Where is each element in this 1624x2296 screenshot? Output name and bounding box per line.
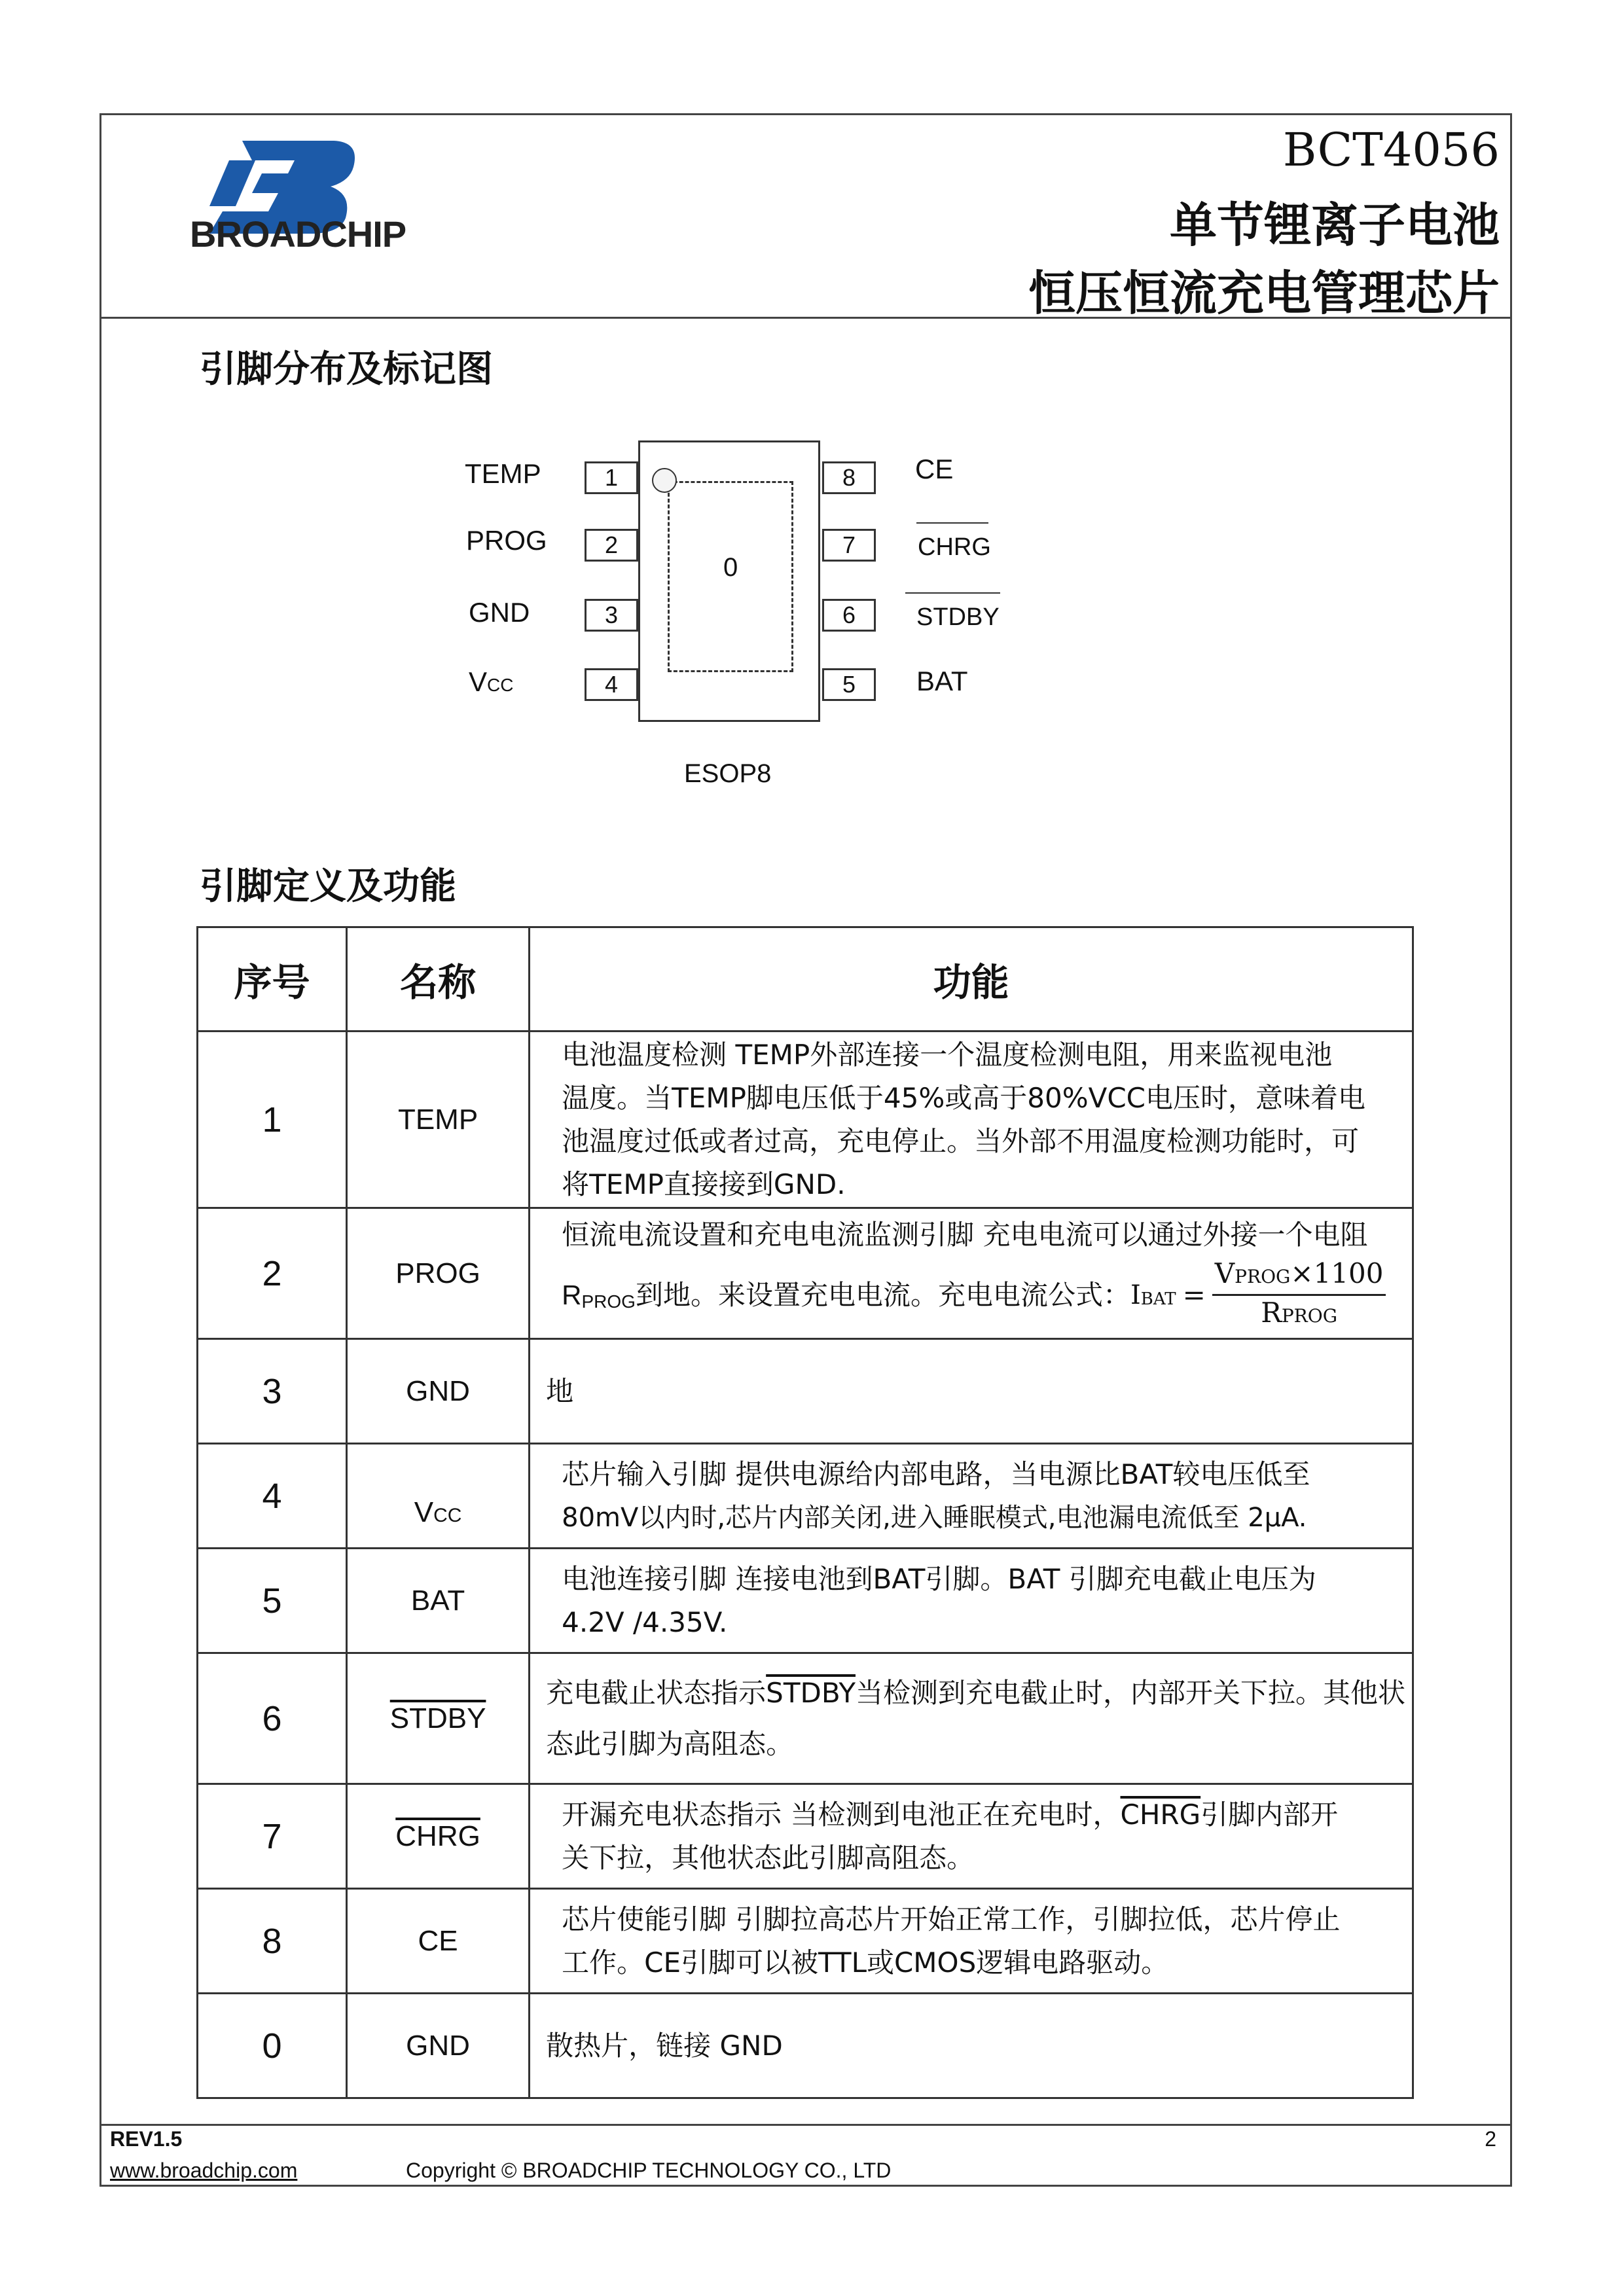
copyright: Copyright © BROADCHIP TECHNOLOGY CO., LTD — [406, 2159, 892, 2182]
header-name: 名称 — [347, 927, 530, 1031]
logo-text: BROADCHIP — [190, 213, 406, 255]
row-num: 0 — [198, 1994, 347, 2098]
pin-label-vcc-main: V — [469, 666, 488, 697]
row-name — [347, 1784, 530, 1889]
pin-label-ce: CE — [915, 454, 954, 484]
formula-eq: = — [1182, 1278, 1206, 1311]
row-num: 2 — [198, 1208, 347, 1339]
table-row — [198, 1339, 1413, 1444]
header-function: 功能 — [530, 927, 1413, 1031]
func-overline: CHRG — [1120, 1798, 1201, 1831]
row-function — [530, 1549, 1413, 1653]
doc-title-line1: 单节锂离子电池 — [1169, 197, 1500, 253]
row-name: BAT — [347, 1549, 530, 1653]
table-row — [198, 1444, 1413, 1549]
row-name: TEMP — [347, 1031, 530, 1208]
doc-title-line2: 恒压恒流充电管理芯片 — [1028, 265, 1500, 321]
pin-label-gnd: GND — [469, 597, 530, 628]
website-link[interactable]: www.broadchip.com — [110, 2159, 298, 2182]
pin-label-prog: PROG — [466, 525, 547, 556]
revision: REV1.5 — [110, 2127, 183, 2151]
pin-label-vcc-sub: CC — [487, 675, 514, 695]
func-line-formula — [562, 1257, 1399, 1333]
vcc-sub: CC — [433, 1504, 462, 1526]
func-line: 池温度过低或者过高，充电停止。当外部不用温度检测功能时，可 — [562, 1124, 1360, 1157]
den-r: R — [1261, 1297, 1282, 1329]
row-name — [347, 1444, 530, 1549]
table-row — [198, 1784, 1413, 1889]
pin-label-vcc — [469, 666, 513, 698]
row-function — [530, 1784, 1413, 1889]
stdby-overbar — [905, 592, 1000, 594]
row-function — [530, 1653, 1413, 1784]
r-subscript: PROG — [581, 1291, 636, 1312]
table-row — [198, 1994, 1413, 2098]
exposed-pad-number: 0 — [723, 553, 738, 582]
table-row — [198, 1208, 1413, 1339]
row-function — [530, 1444, 1413, 1549]
func-line: 芯片使能引脚 引脚拉高芯片开始正常工作，引脚拉低，芯片停止 — [562, 1903, 1341, 1935]
pin1-marker-icon — [652, 468, 677, 493]
row-name — [347, 1653, 530, 1784]
func-line: 电池温度检测 TEMP外部连接一个温度检测电阻，用来监视电池 — [562, 1038, 1333, 1071]
num-sub: PROG — [1235, 1266, 1291, 1287]
func-line: 4.2V /4.35V. — [562, 1605, 728, 1638]
func-b: 当检测到充电截止时，内部开关下拉。其他状 — [855, 1676, 1405, 1709]
func-line: 80mV以内时,芯片内部关闭,进入睡眠模式,电池漏电流低至 2μA. — [562, 1502, 1307, 1533]
func-line: 散热片，链接 GND — [546, 2029, 783, 2062]
pin-number: 2 — [585, 529, 638, 562]
row-num: 4 — [198, 1444, 347, 1549]
row-name: GND — [347, 1339, 530, 1444]
row-num: 1 — [198, 1031, 347, 1208]
formula-lhs-sub: BAT — [1140, 1289, 1176, 1309]
func-line — [562, 1793, 1399, 1837]
formula-lhs: I — [1130, 1280, 1141, 1310]
row-num: 3 — [198, 1339, 347, 1444]
footer-divider — [99, 2124, 1512, 2126]
func-overline: STDBY — [766, 1676, 856, 1709]
func-a: 充电截止状态指示 — [546, 1676, 767, 1709]
func-line — [546, 1668, 1405, 1719]
func-line: 电池连接引脚 连接电池到BAT引脚。BAT 引脚充电截止电压为 — [562, 1562, 1316, 1595]
table-row — [198, 1653, 1413, 1784]
row-num: 7 — [198, 1784, 347, 1889]
num-tail: ×1100 — [1290, 1257, 1384, 1289]
func-line: 芯片输入引脚 提供电源给内部电路，当电源比BAT较电压低至 — [562, 1458, 1310, 1490]
pin-label-temp: TEMP — [465, 458, 541, 489]
chrg-name: CHRG — [395, 1820, 480, 1852]
func-line: 温度。当TEMP脚电压低于45%或高于80%VCC电压时，意味着电 — [562, 1081, 1365, 1114]
package-name: ESOP8 — [684, 759, 772, 788]
row-name: PROG — [347, 1208, 530, 1339]
func-line: 恒流电流设置和充电电流监测引脚 充电电流可以通过外接一个电阻 — [562, 1219, 1368, 1251]
den-sub: PROG — [1281, 1305, 1338, 1327]
func-line: 态此引脚为高阻态。 — [546, 1727, 794, 1760]
r-symbol: R — [562, 1279, 582, 1310]
formula-denominator — [1261, 1296, 1337, 1333]
formula-numerator — [1212, 1257, 1386, 1296]
pin-label-stdby: STDBY — [916, 603, 1000, 631]
func-line: 关下拉，其他状态此引脚高阻态。 — [562, 1841, 975, 1874]
num-v: V — [1214, 1257, 1235, 1289]
stdby-name: STDBY — [389, 1702, 486, 1734]
func-text: 到地。来设置充电电流。充电电流公式： — [635, 1278, 1130, 1311]
row-function — [530, 1208, 1413, 1339]
header-num: 序号 — [198, 927, 347, 1031]
pin-function-table — [196, 926, 1414, 2099]
func-a: 开漏充电状态指示 当检测到电池正在充电时， — [562, 1798, 1121, 1831]
section-title-pinout: 引脚分布及标记图 — [200, 348, 493, 391]
pin-number: 6 — [822, 599, 876, 632]
page-number: 2 — [1485, 2127, 1496, 2151]
pin-number: 8 — [822, 461, 876, 494]
chrg-overbar — [916, 522, 988, 524]
row-function — [530, 1031, 1413, 1208]
pin-number: 7 — [822, 529, 876, 562]
pin-number: 3 — [585, 599, 638, 632]
row-num: 6 — [198, 1653, 347, 1784]
row-function — [530, 1889, 1413, 1994]
formula-fraction — [1212, 1257, 1386, 1333]
func-line: 地 — [546, 1374, 574, 1407]
row-name: CE — [347, 1889, 530, 1994]
pin-number: 5 — [822, 668, 876, 701]
row-num: 8 — [198, 1889, 347, 1994]
vcc-main: V — [414, 1496, 434, 1528]
table-row — [198, 1031, 1413, 1208]
row-function — [530, 1994, 1413, 2098]
section-title-pin-function: 引脚定义及功能 — [200, 865, 456, 908]
row-name: GND — [347, 1994, 530, 2098]
table-row — [198, 1889, 1413, 1994]
pin-number: 1 — [585, 461, 638, 494]
table-row — [198, 1549, 1413, 1653]
pin-label-bat: BAT — [916, 666, 968, 696]
row-function — [530, 1339, 1413, 1444]
pin-number: 4 — [585, 668, 638, 701]
pin-label-chrg: CHRG — [918, 533, 991, 561]
func-b: 引脚内部开 — [1200, 1798, 1339, 1831]
func-line: 将TEMP直接接到GND. — [562, 1168, 846, 1200]
table-header-row — [198, 927, 1413, 1031]
row-num: 5 — [198, 1549, 347, 1653]
func-line: 工作。CE引脚可以被TTL或CMOS逻辑电路驱动。 — [562, 1946, 1169, 1979]
part-number: BCT4056 — [1282, 123, 1500, 177]
